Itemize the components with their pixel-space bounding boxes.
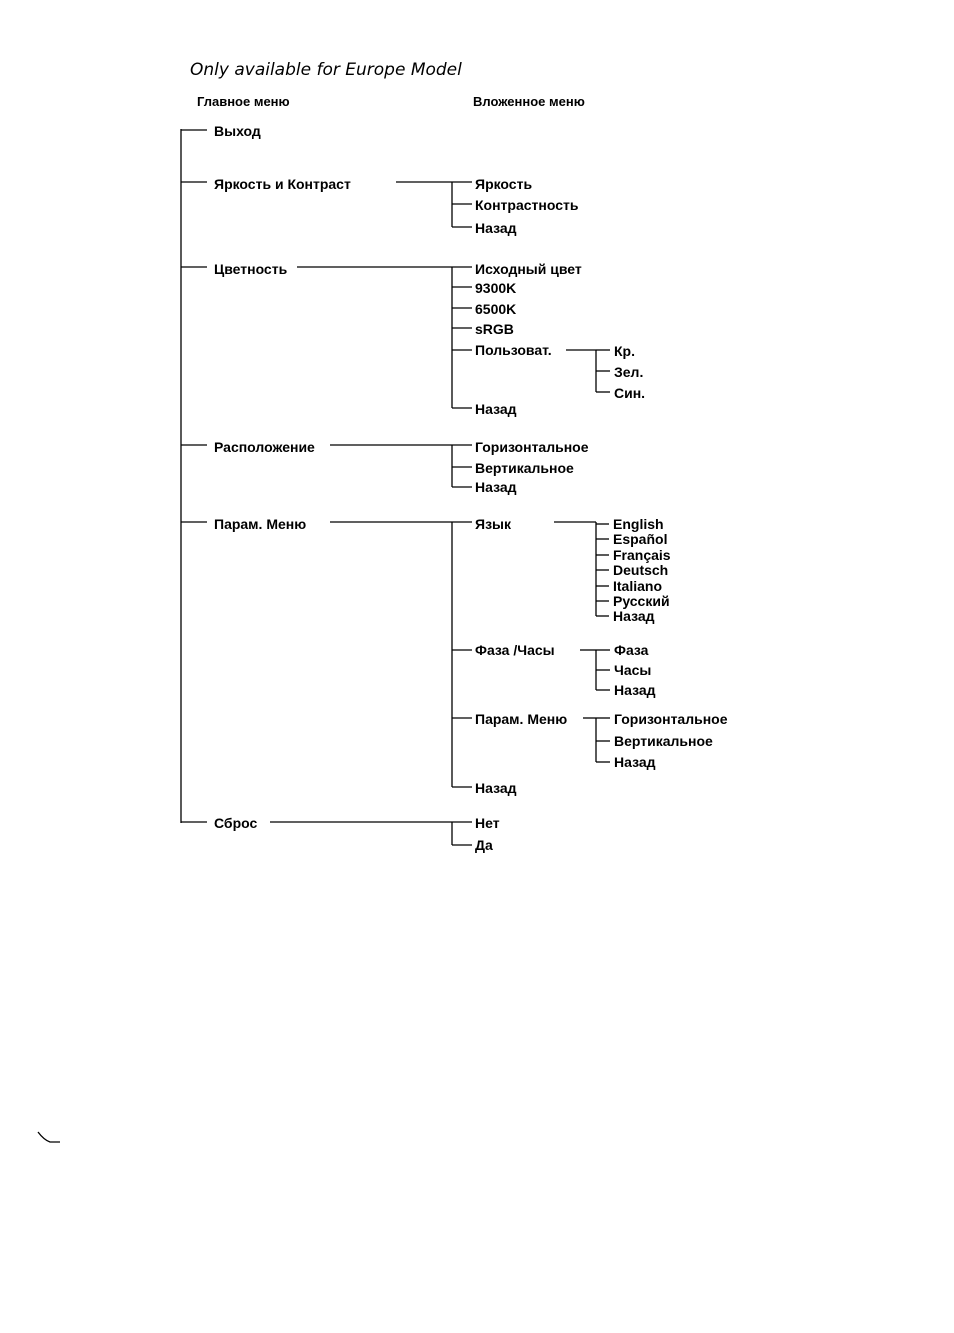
- model-availability-note: Only available for Europe Model: [190, 60, 462, 80]
- main-item-position: Расположение: [214, 439, 315, 455]
- sub-item-osd-params: Парам. Меню: [475, 711, 568, 727]
- sub-item-9300k: 9300K: [475, 280, 517, 296]
- sub-item-back: Назад: [475, 479, 517, 495]
- sub-item-vertical: Вертикальное: [614, 733, 713, 749]
- language-item: Назад: [613, 608, 655, 624]
- sub-item-vertical: Вертикальное: [475, 460, 574, 476]
- sub-menu-header: Вложенное меню: [473, 94, 585, 109]
- sub-item-back: Назад: [614, 754, 656, 770]
- sub-item-blue: Син.: [614, 385, 646, 401]
- main-item-reset: Сброс: [214, 815, 258, 831]
- sub-item-srgb: sRGB: [475, 321, 514, 337]
- language-item: Español: [613, 531, 668, 547]
- sub-item-6500k: 6500K: [475, 301, 517, 317]
- language-item: Italiano: [613, 578, 663, 594]
- sub-item-green: Зел.: [614, 364, 644, 380]
- language-item: Русский: [613, 593, 670, 609]
- sub-item-red: Кр.: [614, 343, 635, 359]
- sub-item-back: Назад: [475, 220, 517, 236]
- sub-item-horizontal: Горизонтальное: [614, 711, 728, 727]
- language-item: Français: [613, 547, 671, 563]
- sub-item-phase-clock: Фаза /Часы: [475, 642, 555, 658]
- sub-item-back: Назад: [475, 780, 517, 796]
- language-item: English: [613, 516, 664, 532]
- sub-item-yes: Да: [475, 837, 493, 853]
- main-item-brightness-contrast: Яркость и Контраст: [214, 176, 351, 192]
- main-menu-header: Главное меню: [197, 94, 290, 109]
- sub-item-back: Назад: [614, 682, 656, 698]
- sub-item-phase: Фаза: [614, 642, 649, 658]
- sub-item-language: Язык: [475, 516, 511, 532]
- sub-item-user: Пользоват.: [475, 342, 552, 358]
- sub-item-contrast: Контрастность: [475, 197, 579, 213]
- sub-item-no: Нет: [475, 815, 500, 831]
- main-item-exit: Выход: [214, 123, 261, 139]
- sub-item-back: Назад: [475, 401, 517, 417]
- sub-item-native-color: Исходный цвет: [475, 261, 582, 277]
- main-item-menu-params: Парам. Меню: [214, 516, 307, 532]
- sub-item-horizontal: Горизонтальное: [475, 439, 589, 455]
- sub-item-clock: Часы: [614, 662, 652, 678]
- sub-item-brightness: Яркость: [475, 176, 533, 192]
- main-item-color: Цветность: [214, 261, 288, 277]
- language-item: Deutsch: [613, 562, 669, 578]
